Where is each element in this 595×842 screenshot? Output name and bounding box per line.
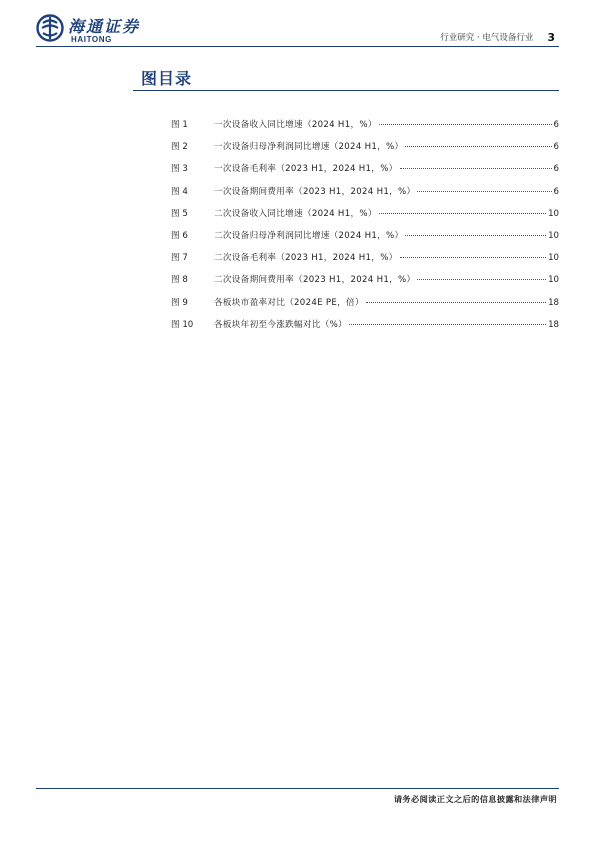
toc-entry[interactable] (171, 296, 559, 318)
figure-page: 10 (548, 275, 559, 286)
figure-page: 10 (548, 253, 559, 264)
figure-label: 图 2 (171, 142, 188, 153)
toc-entry[interactable] (171, 162, 559, 184)
toc-entry[interactable] (171, 207, 559, 229)
logo-english-name: HAITONG (71, 35, 112, 44)
footer-divider (36, 788, 559, 789)
dot-leader (400, 257, 547, 258)
toc-entry[interactable] (171, 229, 559, 251)
figure-label: 图 4 (171, 186, 188, 197)
toc-entry[interactable] (171, 318, 559, 340)
header-divider (36, 46, 559, 47)
figure-title: 二次设备期间费用率（2023 H1，2024 H1，%） (214, 275, 416, 286)
figure-label: 图 1 (171, 120, 188, 130)
report-category: 行业研究 · 电气设备行业 (440, 33, 534, 43)
figure-title: 各板块市盈率对比（2024E PE，倍） (214, 297, 364, 308)
header-meta (440, 30, 555, 44)
logo-chinese-name: 海通证券 (68, 17, 141, 36)
figure-title: 一次设备毛利率（2023 H1，2024 H1，%） (214, 164, 398, 175)
figure-list (171, 118, 559, 340)
figure-label: 图 5 (171, 208, 188, 219)
company-logo (36, 14, 166, 48)
figure-page: 18 (548, 319, 559, 330)
toc-entry[interactable] (171, 273, 559, 295)
figure-title: 一次设备收入同比增速（2024 H1，%） (214, 120, 377, 130)
figure-label: 图 3 (171, 164, 188, 175)
figure-page: 6 (553, 120, 559, 130)
dot-leader (405, 146, 551, 147)
toc-entry[interactable] (171, 185, 559, 207)
toc-entry[interactable] (171, 140, 559, 162)
dot-leader (405, 235, 546, 236)
figure-title: 一次设备期间费用率（2023 H1，2024 H1，%） (214, 186, 416, 197)
figure-page: 6 (553, 186, 559, 197)
figure-page: 6 (553, 164, 559, 175)
dot-leader (379, 124, 552, 125)
figure-title: 各板块年初至今涨跌幅对比（%） (214, 319, 347, 330)
figure-title: 二次设备毛利率（2023 H1，2024 H1，%） (214, 253, 398, 264)
figure-title: 一次设备归母净利润同比增速（2024 H1，%） (214, 142, 404, 153)
dot-leader (400, 168, 552, 169)
figure-label: 图 10 (171, 319, 194, 330)
dot-leader (417, 279, 546, 280)
figure-page: 18 (548, 297, 559, 308)
legal-notice: 请务必阅读正文之后的信息披露和法律声明 (393, 794, 557, 804)
section-title: 图目录 (141, 69, 193, 88)
dot-leader (349, 324, 546, 325)
dot-leader (379, 213, 546, 214)
section-divider (133, 90, 559, 91)
page-number: 3 (547, 30, 555, 44)
figure-page: 10 (548, 230, 559, 241)
haitong-logo-icon (36, 14, 64, 42)
figure-label: 图 9 (171, 297, 188, 308)
figure-label: 图 6 (171, 230, 188, 241)
figure-page: 10 (548, 208, 559, 219)
dot-leader (417, 191, 551, 192)
toc-entry[interactable] (171, 118, 559, 140)
figure-title: 二次设备归母净利润同比增速（2024 H1，%） (214, 230, 404, 241)
dot-leader (366, 302, 546, 303)
figure-label: 图 8 (171, 275, 188, 286)
figure-label: 图 7 (171, 253, 188, 264)
figure-title: 二次设备收入同比增速（2024 H1，%） (214, 208, 377, 219)
toc-entry[interactable] (171, 251, 559, 273)
figure-page: 6 (553, 142, 559, 153)
